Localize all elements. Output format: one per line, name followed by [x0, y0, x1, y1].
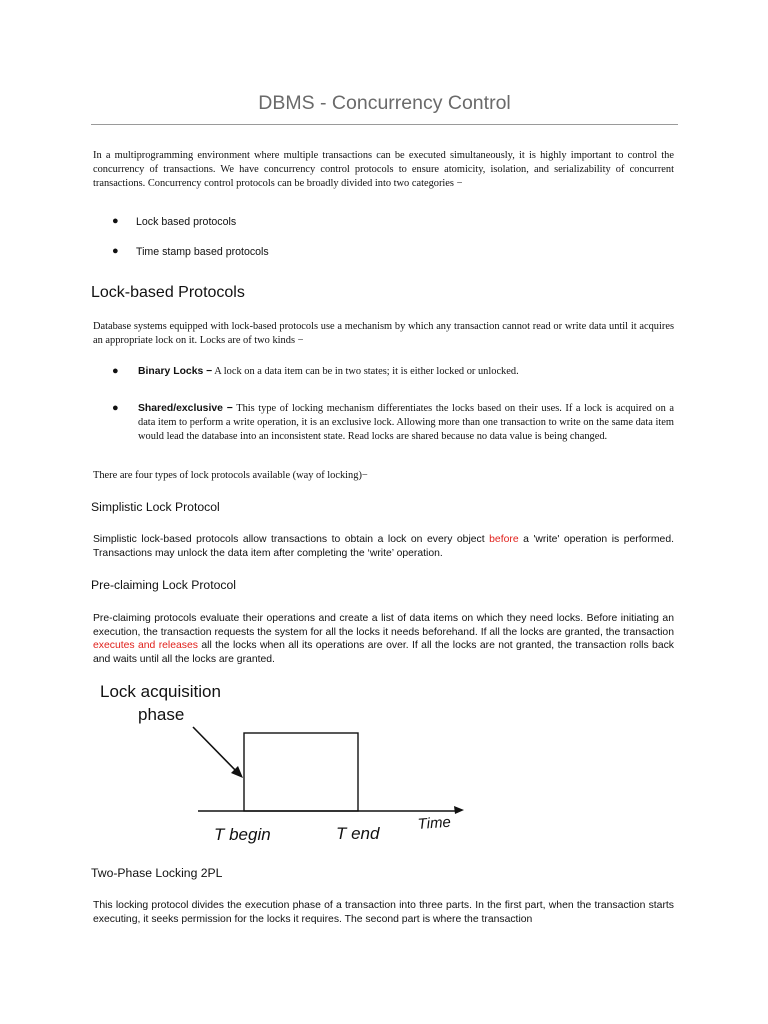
simplistic-text-start: Simplistic lock-based protocols allow transactions to obtain a lock on every object: [93, 534, 490, 545]
simplistic-paragraph: [93, 533, 674, 560]
page-title: DBMS - Concurrency Control: [258, 92, 511, 114]
lock-types-sentence: There are four types of lock protocols available (way of locking)−: [93, 470, 368, 481]
category-label: Time stamp based protocols: [136, 246, 269, 258]
two-phase-paragraph: This locking protocol divides the execution phase of a transaction into three parts. In the first part, when the transaction starts executing, it seeks permission for the locks it requires. The second part is where the transaction: [93, 900, 674, 925]
lock-kind-text: This type of locking mechanism differentiates the locks based on their uses. If a lock is acquired on a data item to perform a write operation, it is an exclusive lock. Allowing more than one transaction to write on the same data item would lead the database into an inconsistent state. Read locks are shared because no data value is being changed.: [138, 403, 674, 442]
preclaiming-text-start: Pre-claiming protocols evaluate their operations and create a list of data items on which they need locks. Before initiating an execution, the transaction requests the system for all the locks it needs beforehand. If all the locks are granted, the transaction: [93, 613, 674, 638]
lock-phase-box: [244, 733, 358, 811]
lock-kind-text: A lock on a data item can be in two states; it is either locked or unlocked.: [212, 366, 519, 377]
category-label: Lock based protocols: [136, 216, 237, 228]
t-begin-label: T begin: [214, 825, 271, 844]
simplistic-highlight: before: [489, 534, 519, 545]
lock-kind-label: Shared/exclusive −: [138, 403, 233, 414]
diagram-label-line1: Lock acquisition: [100, 682, 221, 701]
preclaiming-highlight: executes and releases: [93, 640, 198, 651]
t-end-label: T end: [336, 824, 380, 843]
section-heading-lock-based: Lock-based Protocols: [91, 284, 245, 301]
lock-acquisition-diagram: [90, 675, 490, 850]
section-heading-two-phase: Two-Phase Locking 2PL: [91, 866, 223, 880]
lock-intro-paragraph: Database systems equipped with lock-based protocols use a mechanism by which any transaction cannot read or write data until it acquires an appropriate lock on it. Locks are of two kinds −: [93, 321, 674, 346]
section-heading-preclaiming: Pre-claiming Lock Protocol: [91, 578, 236, 592]
bullet-icon: ●: [112, 245, 119, 257]
lock-kind-body: [138, 365, 674, 379]
lock-kind-body: [138, 402, 674, 443]
lock-kind-label: Binary Locks −: [138, 366, 213, 377]
diagram-label-line2: phase: [138, 705, 185, 724]
bullet-icon: ●: [112, 402, 119, 414]
bullet-icon: ●: [112, 215, 119, 227]
preclaiming-text-end: all the locks when all its operations are over. If all the locks are not granted, the transaction rolls back and waits until all the locks are granted.: [93, 640, 674, 665]
time-axis-arrow-icon: [454, 806, 464, 814]
simplistic-text-end: a 'write' operation is performed. Transactions may unlock the data item after completing the ‘write’ operation.: [93, 534, 674, 559]
bullet-icon: ●: [112, 365, 119, 377]
diagram-pointer-line: [193, 727, 240, 775]
intro-paragraph: In a multiprogramming environment where multiple transactions can be executed simultaneously, it is highly important to control the concurrency of transactions. We have concurrency control protocols to ensure atomicity, isolation, and serializability of concurrent transactions. Concurrency control protocols can be broadly divided into two categories −: [93, 150, 674, 189]
title-divider: [91, 124, 678, 125]
time-label: Time: [417, 813, 452, 833]
preclaiming-paragraph: [93, 612, 674, 666]
section-heading-simplistic: Simplistic Lock Protocol: [91, 500, 220, 514]
